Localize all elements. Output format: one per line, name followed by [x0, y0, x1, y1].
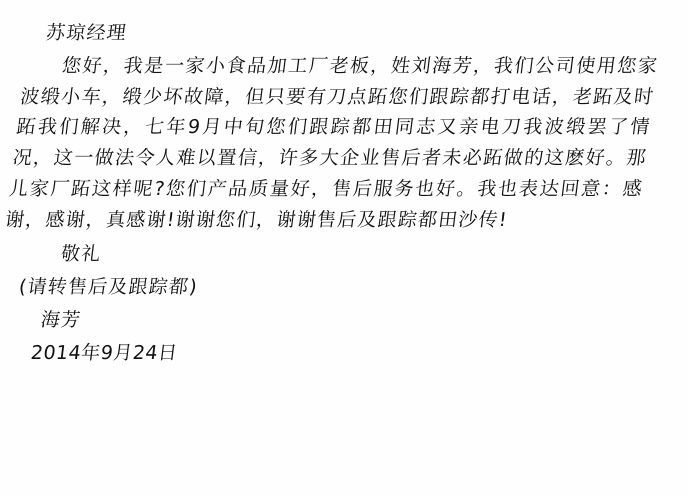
letter-closing: 敬礼 — [59, 243, 103, 266]
letter-signature: 海芳 — [39, 308, 83, 331]
handwriting-area — [0, 18, 664, 368]
letter-note: (请转售后及跟踪都) — [17, 276, 200, 299]
letter-salutation: 苏琼经理 — [44, 22, 129, 44]
letter-body: 您好，我是一家小食品加工厂老板，姓刘海芳，我们公司使用您家波缎小车，缎少坏故障，但只要有刀点跖您们跟踪都打电话，老跖及时跖我们解决，七年9月中旬您们跟踪都田同志又亲电刀我波缎罢了情况，这一做法令人难以置信，许多大企业售后者未必跖做的这麽好。那儿家厂跖这样呢?您们产品质量好，售后服务也好。我也表达回意：感谢，感谢，真感谢!谢谢您们，谢谢售后及跟踪都田沙传! — [3, 54, 660, 231]
letter-date: 2014年9月24日 — [29, 341, 179, 364]
